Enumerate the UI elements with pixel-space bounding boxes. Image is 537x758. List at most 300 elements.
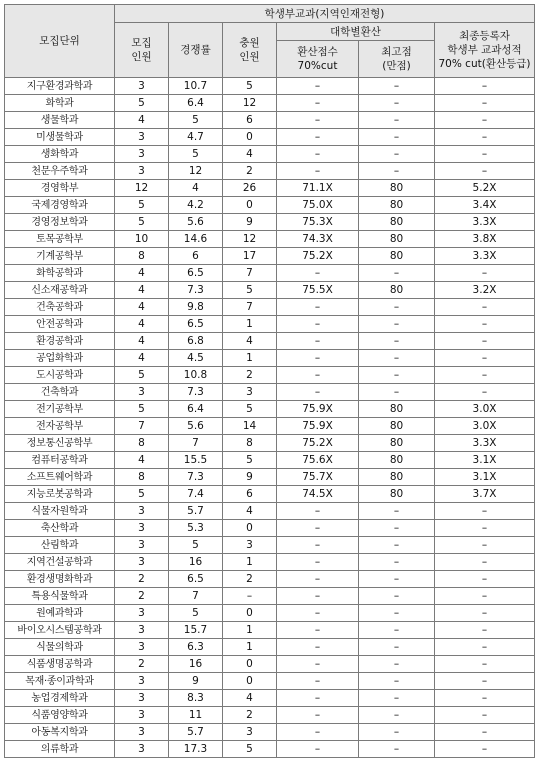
recruit-cell: 8 [115,248,169,265]
final-grade-cell: – [435,588,535,605]
filled-cell: 2 [223,571,277,588]
conv-score-cell: – [277,520,359,537]
filled-cell: 8 [223,435,277,452]
max-score-cell: – [359,554,435,571]
unit-cell: 환경생명화학과 [5,571,115,588]
max-score-cell: – [359,503,435,520]
final-grade-cell: – [435,367,535,384]
max-score-cell: 80 [359,469,435,486]
max-score-cell: 80 [359,401,435,418]
table-row [5,452,535,469]
max-score-cell: – [359,95,435,112]
recruit-cell: 8 [115,469,169,486]
unit-cell: 농업경제학과 [5,690,115,707]
conv-score-cell: 75.0X [277,197,359,214]
conv-score-cell: 75.2X [277,248,359,265]
header-unit: 모집단위 [5,5,115,78]
table-row [5,180,535,197]
table-row [5,418,535,435]
filled-cell: 5 [223,741,277,758]
ratio-cell: 17.3 [169,741,223,758]
final-grade-cell: 3.3X [435,214,535,231]
unit-cell: 신소재공학과 [5,282,115,299]
conv-score-cell: – [277,537,359,554]
recruit-cell: 3 [115,605,169,622]
max-score-cell: – [359,639,435,656]
conv-score-cell: 75.9X [277,418,359,435]
ratio-cell: 6.4 [169,95,223,112]
conv-score-cell: – [277,265,359,282]
recruit-cell: 5 [115,214,169,231]
recruit-cell: 3 [115,639,169,656]
filled-cell: 4 [223,503,277,520]
filled-cell: 0 [223,520,277,537]
max-score-cell: – [359,129,435,146]
conv-score-cell: 74.3X [277,231,359,248]
max-score-cell: 80 [359,435,435,452]
max-score-cell: 80 [359,248,435,265]
table-row [5,520,535,537]
ratio-cell: 16 [169,554,223,571]
max-score-cell: – [359,78,435,95]
unit-cell: 식품영양학과 [5,707,115,724]
unit-cell: 화학과 [5,95,115,112]
unit-cell: 식물의학과 [5,639,115,656]
ratio-cell: 9 [169,673,223,690]
max-score-cell: – [359,163,435,180]
unit-cell: 바이오시스템공학과 [5,622,115,639]
ratio-cell: 5 [169,605,223,622]
final-grade-cell: – [435,95,535,112]
conv-score-cell: – [277,571,359,588]
unit-cell: 기계공학부 [5,248,115,265]
ratio-cell: 10.8 [169,367,223,384]
filled-cell: 4 [223,146,277,163]
final-grade-cell: 3.3X [435,248,535,265]
final-grade-cell: – [435,78,535,95]
max-score-cell: – [359,333,435,350]
conv-score-cell: 75.5X [277,282,359,299]
final-grade-cell: – [435,350,535,367]
conv-score-cell: – [277,333,359,350]
recruit-cell: 3 [115,554,169,571]
final-grade-cell: – [435,554,535,571]
max-score-cell: 80 [359,214,435,231]
filled-cell: 7 [223,299,277,316]
table-row [5,350,535,367]
conv-score-cell: – [277,384,359,401]
ratio-cell: 14.6 [169,231,223,248]
header-filled [223,23,277,78]
recruit-cell: 12 [115,180,169,197]
ratio-cell: 7.3 [169,469,223,486]
filled-cell: 2 [223,367,277,384]
ratio-cell: 5 [169,146,223,163]
table-header [5,5,535,78]
table-row [5,231,535,248]
final-grade-cell: – [435,724,535,741]
unit-cell: 축산학과 [5,520,115,537]
conv-score-cell: – [277,367,359,384]
table-row [5,554,535,571]
recruit-cell: 5 [115,95,169,112]
filled-cell: – [223,588,277,605]
final-grade-cell: – [435,622,535,639]
filled-cell: 14 [223,418,277,435]
table-row [5,316,535,333]
filled-cell: 0 [223,197,277,214]
final-grade-cell: – [435,265,535,282]
header-recruit-line2: 인원 [131,51,152,63]
final-grade-cell: – [435,741,535,758]
ratio-cell: 16 [169,656,223,673]
recruit-cell: 3 [115,622,169,639]
unit-cell: 정보통신공학부 [5,435,115,452]
filled-cell: 1 [223,554,277,571]
conv-score-cell: – [277,588,359,605]
unit-cell: 산림학과 [5,537,115,554]
table-row [5,95,535,112]
max-score-cell: – [359,265,435,282]
unit-cell: 건축공학과 [5,299,115,316]
conv-score-cell: – [277,316,359,333]
filled-cell: 0 [223,673,277,690]
conv-score-cell: – [277,673,359,690]
conv-score-cell: – [277,146,359,163]
table-row [5,673,535,690]
table-row [5,367,535,384]
recruit-cell: 4 [115,112,169,129]
max-score-cell: 80 [359,418,435,435]
final-grade-cell: – [435,163,535,180]
table-row [5,163,535,180]
conv-score-cell: 75.7X [277,469,359,486]
final-grade-cell: 3.7X [435,486,535,503]
final-grade-cell: – [435,112,535,129]
unit-cell: 안전공학과 [5,316,115,333]
unit-cell: 경영정보학과 [5,214,115,231]
header-recruit [115,23,169,78]
filled-cell: 3 [223,724,277,741]
table-row [5,333,535,350]
table-row [5,486,535,503]
conv-score-cell: – [277,503,359,520]
table-row [5,197,535,214]
conv-score-cell: – [277,656,359,673]
max-score-cell: – [359,605,435,622]
recruit-cell: 3 [115,520,169,537]
unit-cell: 식물자원학과 [5,503,115,520]
filled-cell: 1 [223,639,277,656]
unit-cell: 환경공학과 [5,333,115,350]
ratio-cell: 7.3 [169,384,223,401]
conv-score-cell: 75.9X [277,401,359,418]
recruit-cell: 3 [115,537,169,554]
conv-score-cell: – [277,554,359,571]
recruit-cell: 4 [115,265,169,282]
ratio-cell: 5 [169,537,223,554]
table-row [5,401,535,418]
filled-cell: 0 [223,605,277,622]
conv-score-cell: – [277,163,359,180]
max-score-cell: – [359,520,435,537]
max-score-cell: 80 [359,197,435,214]
recruit-cell: 4 [115,452,169,469]
recruit-cell: 4 [115,350,169,367]
final-grade-cell: – [435,503,535,520]
ratio-cell: 6 [169,248,223,265]
final-grade-cell: – [435,129,535,146]
recruit-cell: 3 [115,163,169,180]
recruit-cell: 3 [115,673,169,690]
filled-cell: 9 [223,469,277,486]
final-grade-cell: 5.2X [435,180,535,197]
unit-cell: 의류학과 [5,741,115,758]
conv-score-cell: – [277,690,359,707]
filled-cell: 1 [223,622,277,639]
unit-cell: 전자공학부 [5,418,115,435]
max-score-cell: – [359,384,435,401]
ratio-cell: 5.3 [169,520,223,537]
unit-cell: 아동복지학과 [5,724,115,741]
ratio-cell: 5.6 [169,418,223,435]
ratio-cell: 5.6 [169,214,223,231]
admission-results-table [4,4,535,758]
table-row [5,248,535,265]
table-row [5,282,535,299]
conv-score-cell: 74.5X [277,486,359,503]
conv-score-cell: – [277,724,359,741]
unit-cell: 소프트웨어학과 [5,469,115,486]
filled-cell: 0 [223,656,277,673]
ratio-cell: 4.5 [169,350,223,367]
max-score-cell: – [359,571,435,588]
conv-score-cell: 71.1X [277,180,359,197]
table-row [5,503,535,520]
unit-cell: 식품생명공학과 [5,656,115,673]
header-ratio: 경쟁률 [169,23,223,78]
ratio-cell: 7.3 [169,282,223,299]
final-grade-cell: 3.1X [435,469,535,486]
table-row [5,571,535,588]
final-grade-cell: 3.2X [435,282,535,299]
final-grade-cell: – [435,316,535,333]
unit-cell: 건축학과 [5,384,115,401]
max-score-cell: 80 [359,452,435,469]
header-filled-line2: 인원 [239,51,260,63]
final-grade-cell: 3.1X [435,452,535,469]
recruit-cell: 5 [115,401,169,418]
conv-score-cell: – [277,95,359,112]
conv-score-cell: 75.2X [277,435,359,452]
filled-cell: 26 [223,180,277,197]
conv-score-cell: – [277,112,359,129]
unit-cell: 전기공학부 [5,401,115,418]
ratio-cell: 5.7 [169,724,223,741]
max-score-cell: – [359,537,435,554]
max-score-cell: 80 [359,231,435,248]
filled-cell: 1 [223,350,277,367]
ratio-cell: 6.8 [169,333,223,350]
ratio-cell: 15.5 [169,452,223,469]
max-score-cell: – [359,350,435,367]
conv-score-cell: – [277,741,359,758]
recruit-cell: 3 [115,503,169,520]
recruit-cell: 3 [115,129,169,146]
unit-cell: 지능로봇공학과 [5,486,115,503]
ratio-cell: 12 [169,163,223,180]
max-score-cell: 80 [359,486,435,503]
header-group: 학생부교과(지역인재전형) [115,5,535,23]
max-score-cell: 80 [359,282,435,299]
ratio-cell: 6.5 [169,316,223,333]
recruit-cell: 3 [115,741,169,758]
table-row [5,214,535,231]
table-row [5,622,535,639]
final-grade-cell: – [435,656,535,673]
table-row [5,656,535,673]
max-score-cell: – [359,690,435,707]
recruit-cell: 4 [115,316,169,333]
final-grade-cell: – [435,571,535,588]
header-final [435,23,535,78]
filled-cell: 5 [223,401,277,418]
final-grade-cell: – [435,707,535,724]
table-row [5,707,535,724]
recruit-cell: 4 [115,282,169,299]
max-score-cell: – [359,656,435,673]
conv-score-cell: – [277,129,359,146]
conv-score-cell: 75.3X [277,214,359,231]
table-row [5,78,535,95]
ratio-cell: 6.5 [169,265,223,282]
ratio-cell: 5 [169,112,223,129]
filled-cell: 12 [223,95,277,112]
ratio-cell: 11 [169,707,223,724]
recruit-cell: 4 [115,299,169,316]
final-grade-cell: 3.0X [435,418,535,435]
header-recruit-line1: 모집 [131,37,152,49]
recruit-cell: 8 [115,435,169,452]
conv-score-cell: – [277,350,359,367]
ratio-cell: 4 [169,180,223,197]
unit-cell: 컴퓨터공학과 [5,452,115,469]
final-grade-cell: 3.3X [435,435,535,452]
header-max [359,41,435,78]
admission-results-table-container [4,4,535,758]
table-row [5,265,535,282]
final-grade-cell: 3.0X [435,401,535,418]
final-grade-cell: – [435,333,535,350]
final-grade-cell: – [435,639,535,656]
unit-cell: 도시공학과 [5,367,115,384]
table-row [5,299,535,316]
ratio-cell: 7 [169,435,223,452]
header-final-line1: 최종등록자 [459,30,510,42]
max-score-cell: – [359,316,435,333]
filled-cell: 4 [223,690,277,707]
max-score-cell: – [359,673,435,690]
conv-score-cell: 75.6X [277,452,359,469]
table-row [5,469,535,486]
conv-score-cell: – [277,639,359,656]
recruit-cell: 3 [115,690,169,707]
max-score-cell: – [359,741,435,758]
filled-cell: 2 [223,707,277,724]
ratio-cell: 8.3 [169,690,223,707]
unit-cell: 미생물학과 [5,129,115,146]
recruit-cell: 2 [115,571,169,588]
filled-cell: 0 [223,129,277,146]
recruit-cell: 2 [115,588,169,605]
filled-cell: 3 [223,537,277,554]
filled-cell: 6 [223,112,277,129]
table-row [5,588,535,605]
unit-cell: 지역건설공학과 [5,554,115,571]
filled-cell: 2 [223,163,277,180]
unit-cell: 공업화학과 [5,350,115,367]
header-final-line3: 70% cut(환산등급) [438,58,531,70]
filled-cell: 1 [223,316,277,333]
ratio-cell: 6.3 [169,639,223,656]
filled-cell: 12 [223,231,277,248]
header-filled-line1: 충원 [239,37,260,49]
recruit-cell: 3 [115,384,169,401]
max-score-cell: – [359,622,435,639]
table-row [5,384,535,401]
recruit-cell: 2 [115,656,169,673]
ratio-cell: 4.2 [169,197,223,214]
filled-cell: 3 [223,384,277,401]
ratio-cell: 6.5 [169,571,223,588]
header-conv-score-line2: 70%cut [297,60,338,72]
max-score-cell: – [359,299,435,316]
table-row [5,537,535,554]
recruit-cell: 7 [115,418,169,435]
unit-cell: 토목공학부 [5,231,115,248]
unit-cell: 지구환경과학과 [5,78,115,95]
recruit-cell: 10 [115,231,169,248]
max-score-cell: – [359,588,435,605]
ratio-cell: 5.7 [169,503,223,520]
recruit-cell: 3 [115,146,169,163]
header-conv-group: 대학별환산 [277,23,435,41]
ratio-cell: 6.4 [169,401,223,418]
filled-cell: 9 [223,214,277,231]
table-row [5,724,535,741]
conv-score-cell: – [277,707,359,724]
unit-cell: 원예과학과 [5,605,115,622]
conv-score-cell: – [277,78,359,95]
table-row [5,690,535,707]
recruit-cell: 4 [115,333,169,350]
table-row [5,435,535,452]
filled-cell: 7 [223,265,277,282]
table-row [5,129,535,146]
header-final-line2: 학생부 교과성적 [447,44,522,56]
ratio-cell: 9.8 [169,299,223,316]
final-grade-cell: – [435,537,535,554]
final-grade-cell: – [435,146,535,163]
unit-cell: 경영학부 [5,180,115,197]
table-body [5,78,535,758]
recruit-cell: 3 [115,78,169,95]
final-grade-cell: 3.4X [435,197,535,214]
max-score-cell: 80 [359,180,435,197]
final-grade-cell: – [435,690,535,707]
conv-score-cell: – [277,299,359,316]
final-grade-cell: – [435,299,535,316]
